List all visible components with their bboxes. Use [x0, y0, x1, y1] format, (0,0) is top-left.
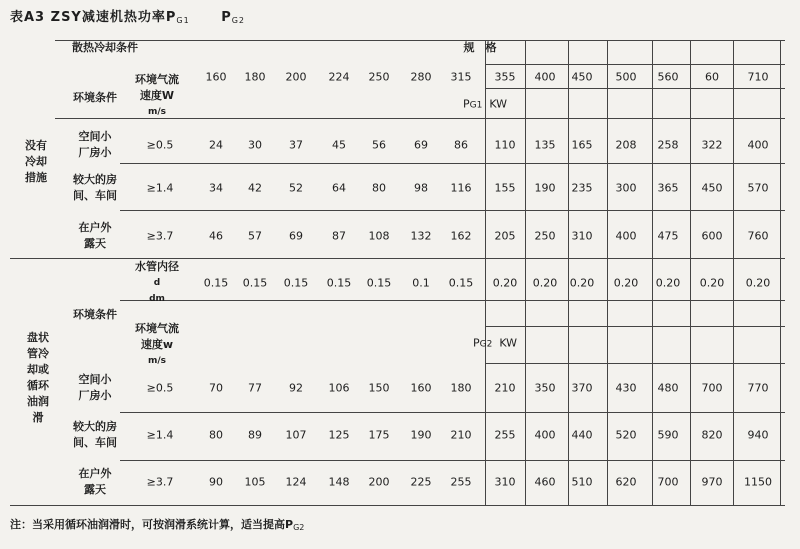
- section1-env-line: 空间小: [78, 130, 112, 143]
- pipe-diameter-cell: 0.15: [242, 276, 268, 290]
- table-vline: [607, 40, 608, 505]
- size-cell: 500: [615, 70, 637, 84]
- section1-value-cell: 760: [747, 229, 769, 243]
- table-hline: [120, 163, 785, 164]
- section1-env: [79, 220, 112, 252]
- section1-value-cell: 56: [372, 138, 386, 152]
- table-hline: [120, 412, 785, 413]
- pipe-diameter-cell: 0.20: [569, 276, 595, 290]
- section1-value-cell: 258: [657, 138, 679, 152]
- section1-value-cell: 30: [248, 138, 262, 152]
- table-hline: [120, 460, 785, 461]
- pipe-diameter-header-line: d: [153, 278, 161, 288]
- pipe-diameter-cell: 0.20: [492, 276, 518, 290]
- section1-env-line: 间、车间: [73, 189, 117, 202]
- table-hline: [485, 88, 785, 89]
- section1-value-cell: 116: [450, 181, 472, 195]
- section1-env-line: 较大的房: [73, 173, 117, 186]
- section1-env-line: 厂房小: [78, 146, 112, 159]
- section2-value-cell: 148: [328, 475, 350, 489]
- title-g2: G2: [231, 16, 246, 25]
- section2-value-cell: 460: [534, 475, 556, 489]
- footnote-sub: G2: [293, 523, 305, 532]
- size-cell: 180: [244, 70, 266, 84]
- section1-value-cell: 52: [289, 181, 303, 195]
- size-cell: 60: [705, 70, 719, 84]
- section1-value-cell: 98: [414, 181, 428, 195]
- pipe-diameter-cell: 0.15: [283, 276, 309, 290]
- table-vline: [780, 40, 781, 505]
- section2-value-cell: 430: [615, 381, 637, 395]
- section1-speed: ≥0.5: [146, 138, 174, 152]
- size-cell: 710: [747, 70, 769, 84]
- table-vline: [733, 40, 734, 505]
- size-cell: 200: [285, 70, 307, 84]
- section1-env-line: 在户外: [78, 221, 112, 234]
- section2-value-cell: 160: [410, 381, 432, 395]
- table-hline: [120, 210, 785, 211]
- pipe-diameter-cell: 0.15: [448, 276, 474, 290]
- section2-value-cell: 970: [701, 475, 723, 489]
- section1-value-cell: 155: [494, 181, 516, 195]
- section2-env-line: 露天: [84, 483, 106, 496]
- size-cell: 560: [657, 70, 679, 84]
- title-name: ZSY减速机热功率: [50, 10, 166, 25]
- section2-value-cell: 150: [368, 381, 390, 395]
- section2-env-line: 间、车间: [73, 436, 117, 449]
- section2-value-cell: 510: [571, 475, 593, 489]
- table-vline: [525, 40, 526, 505]
- section2-value-cell: 190: [410, 428, 432, 442]
- section1-value-cell: 162: [450, 229, 472, 243]
- env-condition-header-line: 环境条件: [73, 91, 117, 104]
- footnote: [10, 516, 304, 532]
- section2-value-cell: 400: [534, 428, 556, 442]
- section2-value-cell: 175: [368, 428, 390, 442]
- section1-value-cell: 64: [332, 181, 346, 195]
- section1-value-cell: 87: [332, 229, 346, 243]
- section2-value-cell: 210: [450, 428, 472, 442]
- airflow-header-line: m/s: [147, 107, 167, 117]
- table-vline: [652, 40, 653, 505]
- section1-value-cell: 110: [494, 138, 516, 152]
- spec-header: 规 格: [463, 41, 497, 54]
- section2-value-cell: 440: [571, 428, 593, 442]
- section2-value-cell: 125: [328, 428, 350, 442]
- section2-value-cell: 90: [209, 475, 223, 489]
- section1-label: [21, 138, 51, 186]
- section2-speed: ≥1.4: [146, 428, 174, 442]
- section2-value-cell: 106: [328, 381, 350, 395]
- section1-value-cell: 135: [534, 138, 556, 152]
- section2-value-cell: 180: [450, 381, 472, 395]
- section2-env: [79, 372, 112, 404]
- section1-value-cell: 132: [410, 229, 432, 243]
- footnote-text: 注：当采用循环油润滑时，可按润滑系统计算，适当提高P: [10, 518, 294, 531]
- section1-value-cell: 600: [701, 229, 723, 243]
- section2-value-cell: 255: [494, 428, 516, 442]
- pipe-diameter-header-line: dm: [149, 294, 165, 304]
- section1-value-cell: 190: [534, 181, 556, 195]
- section2-env-line: 较大的房: [73, 420, 117, 433]
- size-cell: 450: [571, 70, 593, 84]
- pipe-diameter-cell: 0.20: [699, 276, 725, 290]
- unit-g1: PG1 KW: [462, 97, 508, 111]
- pipe-diameter-cell: 0.20: [613, 276, 639, 290]
- section2-value-cell: 590: [657, 428, 679, 442]
- table-hline: [485, 64, 785, 65]
- size-cell: 315: [450, 70, 472, 84]
- section2-value-cell: 820: [701, 428, 723, 442]
- section2-value-cell: 92: [289, 381, 303, 395]
- size-cell: 160: [205, 70, 227, 84]
- section1-value-cell: 45: [332, 138, 346, 152]
- pipe-diameter-cell: 0.15: [203, 276, 229, 290]
- env-condition-header-2-line: 环境条件: [73, 308, 117, 321]
- env-condition-header: [73, 90, 117, 106]
- size-cell: 280: [410, 70, 432, 84]
- size-cell: 224: [328, 70, 350, 84]
- table-hline: [485, 363, 785, 364]
- section2-label-line: 滑: [32, 411, 44, 424]
- section2-value-cell: 520: [615, 428, 637, 442]
- table-hline: [10, 505, 785, 506]
- section1-value-cell: 450: [701, 181, 723, 195]
- section2-value-cell: 255: [450, 475, 472, 489]
- section1-value-cell: 37: [289, 138, 303, 152]
- section2-label: [23, 330, 53, 426]
- section1-value-cell: 80: [372, 181, 386, 195]
- section2-value-cell: 620: [615, 475, 637, 489]
- section2-value-cell: 77: [248, 381, 262, 395]
- section2-label-line: 管冷: [27, 347, 49, 360]
- table-vline: [690, 40, 691, 505]
- section1-value-cell: 24: [209, 138, 223, 152]
- section1-value-cell: 46: [209, 229, 223, 243]
- section2-value-cell: 210: [494, 381, 516, 395]
- section2-env: [73, 419, 117, 451]
- section1-speed: ≥1.4: [146, 181, 174, 195]
- unit-g2: PG2 KW: [472, 336, 518, 350]
- size-cell: 250: [368, 70, 390, 84]
- section1-value-cell: 86: [454, 138, 468, 152]
- table-vline: [568, 40, 569, 505]
- section1-env-line: 露天: [84, 237, 106, 250]
- section2-env-line: 在户外: [78, 467, 112, 480]
- section1-value-cell: 235: [571, 181, 593, 195]
- title-p1: P: [165, 10, 177, 25]
- section2-label-line: 油润: [27, 395, 49, 408]
- section1-label-line: 冷却: [25, 155, 47, 168]
- section2-value-cell: 124: [285, 475, 307, 489]
- airflow-header: [135, 72, 179, 120]
- section2-value-cell: 350: [534, 381, 556, 395]
- section2-value-cell: 700: [657, 475, 679, 489]
- section2-value-cell: 225: [410, 475, 432, 489]
- section2-speed: ≥0.5: [146, 381, 174, 395]
- title-label: 表A3: [10, 10, 46, 25]
- section1-value-cell: 400: [747, 138, 769, 152]
- section2-value-cell: 105: [244, 475, 266, 489]
- section1-value-cell: 570: [747, 181, 769, 195]
- airflow-header-line: 环境气流: [135, 73, 179, 86]
- pipe-diameter-cell: 0.15: [326, 276, 352, 290]
- section1-value-cell: 42: [248, 181, 262, 195]
- section1-value-cell: 208: [615, 138, 637, 152]
- pipe-diameter-header-line: 水管内径: [135, 260, 179, 273]
- section1-value-cell: 365: [657, 181, 679, 195]
- section2-value-cell: 200: [368, 475, 390, 489]
- size-cell: 355: [494, 70, 516, 84]
- section1-value-cell: 108: [368, 229, 390, 243]
- pipe-diameter-cell: 0.20: [655, 276, 681, 290]
- section1-label-line: 没有: [25, 139, 47, 152]
- conditions-header: 散热冷却条件: [72, 41, 138, 54]
- section1-value-cell: 250: [534, 229, 556, 243]
- airflow-header-2-line: 速度w: [140, 338, 174, 351]
- section2-value-cell: 89: [248, 428, 262, 442]
- section1-value-cell: 57: [248, 229, 262, 243]
- airflow-header-line: 速度W: [139, 89, 175, 102]
- section2-speed: ≥3.7: [146, 475, 174, 489]
- section2-env-line: 厂房小: [78, 389, 112, 402]
- section1-label-line: 措施: [25, 171, 47, 184]
- section1-value-cell: 205: [494, 229, 516, 243]
- section2-label-line: 循环: [27, 379, 49, 392]
- pipe-diameter-header: [135, 259, 179, 307]
- section2-value-cell: 940: [747, 428, 769, 442]
- pipe-diameter-cell: 0.20: [745, 276, 771, 290]
- section1-value-cell: 69: [289, 229, 303, 243]
- section1-value-cell: 322: [701, 138, 723, 152]
- section2-value-cell: 770: [747, 381, 769, 395]
- pipe-diameter-cell: 0.15: [366, 276, 392, 290]
- table-title: [10, 6, 245, 25]
- section2-value-cell: 700: [701, 381, 723, 395]
- title-p2: P: [221, 10, 232, 25]
- section2-value-cell: 480: [657, 381, 679, 395]
- section1-value-cell: 400: [615, 229, 637, 243]
- section2-env-line: 空间小: [78, 373, 112, 386]
- pipe-diameter-cell: 0.20: [532, 276, 558, 290]
- section1-value-cell: 300: [615, 181, 637, 195]
- section2-value-cell: 310: [494, 475, 516, 489]
- section2-value-cell: 70: [209, 381, 223, 395]
- table-hline: [485, 326, 785, 327]
- section2-label-line: 却或: [27, 363, 49, 376]
- table-hline: [120, 300, 785, 301]
- pipe-diameter-cell: 0.1: [412, 276, 430, 290]
- section2-label-line: 盘状: [27, 331, 49, 344]
- section2-value-cell: 107: [285, 428, 307, 442]
- env-condition-header-2: [73, 307, 117, 323]
- table-hline: [10, 258, 785, 259]
- airflow-header-2: [135, 321, 179, 369]
- airflow-header-2-line: m/s: [147, 356, 167, 366]
- section1-value-cell: 475: [657, 229, 679, 243]
- table-hline: [55, 40, 785, 41]
- size-cell: 400: [534, 70, 556, 84]
- section1-env: [79, 129, 112, 161]
- section2-value-cell: 80: [209, 428, 223, 442]
- title-g1: G1: [176, 16, 190, 25]
- section1-value-cell: 34: [209, 181, 223, 195]
- section1-value-cell: 310: [571, 229, 593, 243]
- section1-value-cell: 165: [571, 138, 593, 152]
- section1-speed: ≥3.7: [146, 229, 174, 243]
- section1-env: [73, 172, 117, 204]
- airflow-header-2-line: 环境气流: [135, 322, 179, 335]
- section2-env: [79, 466, 112, 498]
- section1-value-cell: 69: [414, 138, 428, 152]
- section2-value-cell: 1150: [744, 475, 772, 489]
- section2-value-cell: 370: [571, 381, 593, 395]
